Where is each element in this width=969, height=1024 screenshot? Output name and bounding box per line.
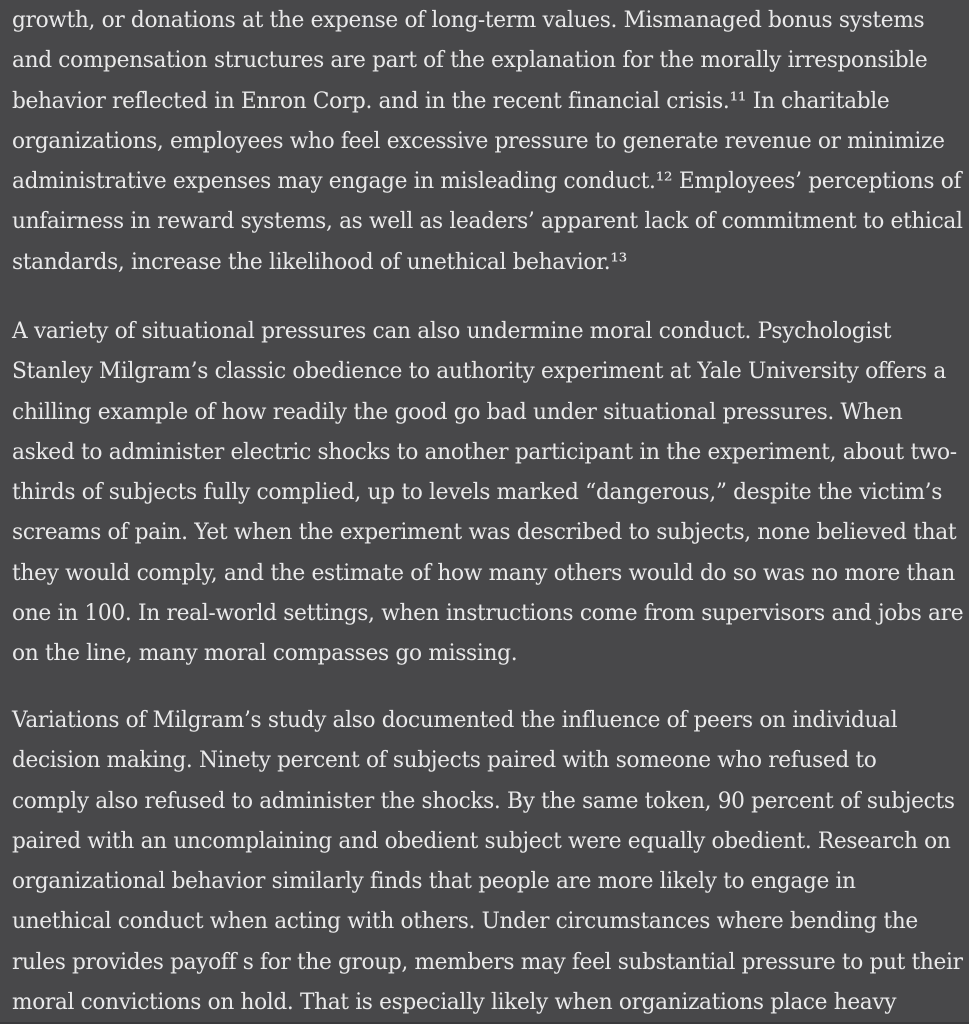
text-line: Stanley Milgram’s classic obedience to authority experiment at Yale University offers a (12, 358, 946, 385)
text-line: organizational behavior similarly finds that people are more likely to engage in (12, 868, 856, 895)
text-line: rules provides payoff s for the group, members may feel substantial pressure to put their (12, 948, 963, 975)
text-line: moral convictions on hold. That is especially likely when organizations place heavy (12, 989, 897, 1016)
text-line: asked to administer electric shocks to another participant in the experiment, about two- (12, 438, 957, 465)
paragraph-1 (12, 0, 969, 282)
text-line: unethical conduct when acting with others. Under circumstances where bending the (12, 908, 918, 935)
text-line: unfairness in reward systems, as well as leaders’ apparent lack of commitment to ethical (12, 208, 963, 235)
text-line: and compensation structures are part of the explanation for the morally irresponsible (12, 47, 928, 74)
text-line: Variations of Milgram’s study also documented the influence of peers on individual (12, 707, 898, 733)
paragraph-2 (12, 311, 969, 674)
text-line: paired with an uncomplaining and obedient subject were equally obedient. Research on (12, 827, 951, 854)
text-line: one in 100. In real-world settings, when instructions come from supervisors and jobs are (12, 600, 964, 627)
text-line: comply also refused to administer the shocks. By the same token, 90 percent of subjects (12, 787, 955, 814)
text-line: chilling example of how readily the good go bad under situational pressures. When (12, 398, 903, 425)
text-line: A variety of situational pressures can also undermine moral conduct. Psychologist (12, 318, 892, 344)
text-line: behavior reflected in Enron Corp. and in the recent financial crisis.¹¹ In charitable (12, 87, 890, 114)
text-line: on the line, many moral compasses go missing. (12, 640, 518, 667)
text-line: standards, increase the likelihood of unethical behavior.¹³ (12, 248, 628, 275)
paragraph-3 (12, 700, 969, 1022)
text-line: screams of pain. Yet when the experiment was described to subjects, none believed that (12, 519, 957, 546)
text-line: growth, or donations at the expense of long-term values. Mismanaged bonus systems (12, 7, 925, 33)
text-line: organizations, employees who feel excessive pressure to generate revenue or minimize (12, 127, 945, 154)
text-line: administrative expenses may engage in misleading conduct.¹² Employees’ perceptions of (12, 168, 962, 195)
text-line: decision making. Ninety percent of subjects paired with someone who refused to (12, 747, 877, 774)
text-line: thirds of subjects fully complied, up to levels marked “dangerous,” despite the victim’s (12, 479, 943, 506)
text-line: they would comply, and the estimate of how many others would do so was no more than (12, 559, 955, 586)
